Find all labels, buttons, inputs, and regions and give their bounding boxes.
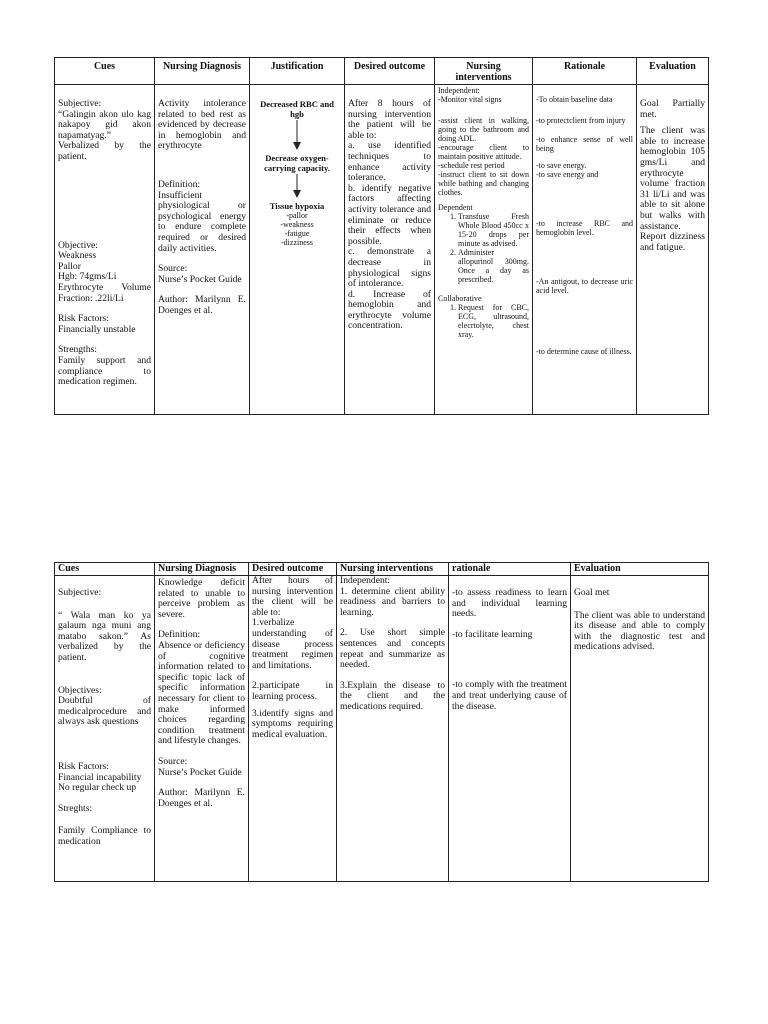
rationale-item: -to comply with the treatment and treat underlying cause of the disease.	[452, 679, 567, 712]
outcome-item: 3.identify signs and symptoms requiring medical evaluation.	[252, 707, 333, 740]
symptom-item: -fatigue	[284, 229, 310, 238]
header-evaluation: Evaluation	[637, 58, 709, 85]
independent-label: Independent:	[340, 575, 391, 586]
outcome-item: 2.participate in learning process.	[252, 680, 333, 702]
rationale-item: -An antigout, to decrease uric acid level.	[536, 277, 633, 295]
outcome-item: a. use identified techniques to enhance activity tolerance.	[348, 140, 431, 184]
author-text: Author: Marilynn E. Doenges et al.	[158, 787, 245, 809]
down-arrow-icon	[292, 120, 302, 150]
risk-factor-item: Financial incapability	[58, 771, 142, 783]
header-rationale: rationale	[449, 563, 571, 576]
diagnosis-cell	[155, 576, 249, 882]
justification-step-1: Decreased RBC and hgb	[260, 99, 334, 119]
justification-cell	[250, 85, 345, 415]
rationale-item: -to enhance sense of well being	[536, 135, 633, 153]
source-text: Nurse’s Pocket Guide	[158, 273, 242, 285]
dependent-item: 1. Transfuse Fresh Whole Blood 450cc x 15-20 drops per minute as advised.	[458, 212, 529, 248]
desired-outcome-cell	[249, 576, 337, 882]
definition-text: Absence or deficiency of cognitive information related to specific topic lack of specific information necessary for client to make informed choices regarding condition treatment and lifestyle changes.	[158, 639, 245, 747]
subjective-label: Subjective:	[58, 587, 102, 598]
outcome-intro: After 8 hours of nursing intervention the patient will be able to:	[348, 98, 431, 141]
outcome-item: d. Increase of hemoglobin and erythrocyte volume concentration.	[348, 288, 431, 332]
header-cues: Cues	[55, 58, 155, 85]
header-nursing-diagnosis: Nursing Diagnosis	[155, 563, 249, 576]
intervention-item: -encourage client to maintain positive attitude.	[438, 143, 529, 161]
dependent-list	[438, 212, 529, 284]
intervention-item: -assist client in walking, going to the bathroom and doing ADL.	[438, 116, 529, 143]
rationale-item: -to save energy.	[536, 161, 587, 170]
intervention-item: -schedule rest period	[438, 161, 505, 170]
header-nursing-interventions: Nursing interventions	[337, 563, 449, 576]
care-plan-table-activity-intolerance	[54, 57, 709, 415]
strengths-label: Strengths:	[58, 344, 97, 356]
cues-cell	[55, 85, 155, 415]
header-desired-outcome: Desired outcome	[249, 563, 337, 576]
diagnosis-statement: Knowledge deficit related to unable to perceive problem as severe.	[158, 577, 245, 620]
source-label: Source:	[158, 263, 188, 275]
independent-label: Independent:	[438, 86, 480, 95]
rationale-item: -to facilitate learning	[452, 628, 533, 640]
interventions-cell	[337, 576, 449, 882]
evaluation-status: Goal Partially met.	[640, 98, 705, 120]
outcome-item: 1.verbalize understanding of disease process treatment regimen and limitations.	[252, 617, 333, 671]
dependent-item: 2. Administer allopurinol 300mg. Once a day as prescribed.	[458, 248, 529, 284]
justification-step-2: Decrease oxygen-carrying capacity.	[264, 153, 330, 173]
diagnosis-cell	[155, 85, 250, 415]
outcome-item: b. identify negative factors affecting activity tolerance and eliminate or reduce their effects when possible.	[348, 182, 431, 247]
risk-factor-item: No regular check up	[58, 782, 137, 794]
table-row	[55, 576, 709, 882]
cues-cell	[55, 576, 155, 882]
evaluation-text: The client was able to understand its disease and able to comply with the diagnostic test and medications advised.	[574, 609, 705, 653]
dependent-label: Dependent	[438, 203, 473, 212]
source-label: Source:	[158, 755, 188, 767]
symptom-item: -dizziness	[281, 238, 313, 247]
outcome-item: c. demonstrate a decrease in physiological signs of intolerance.	[348, 246, 431, 290]
care-plan-table-knowledge-deficit	[54, 562, 709, 882]
rationale-cell	[449, 576, 571, 882]
subjective-quote: “ Wala man ko ya galaum nga muni ang matabo sakon.” As verbalized by the patient.	[58, 609, 151, 663]
author-text: Author: Marilynn E. Doenges et al.	[158, 294, 246, 316]
table-row	[55, 85, 709, 415]
strengths-text: Family support and compliance to medication regimen.	[58, 354, 151, 388]
definition-label: Definition:	[158, 178, 201, 190]
subjective-quote: “Galingin akon ulo kag nakapoy gid akon napamatyag.”	[58, 108, 151, 141]
justification-step-3: Tissue hypoxia	[269, 201, 325, 211]
symptom-item: -weakness	[280, 220, 314, 229]
evaluation-cell	[571, 576, 709, 882]
header-justification: Justification	[250, 58, 345, 85]
header-nursing-interventions: Nursing interventions	[435, 58, 533, 85]
evaluation-text: The client was able to increase hemoglobin 105 gms/Li and erythrocyte volume fraction 31 li/Li and was able to sit alone but walks with assistance. Report dizziness and fatigue.	[640, 125, 705, 253]
objective-item: Hgb: 74gms/Li	[58, 271, 117, 283]
collaborative-list	[438, 303, 529, 339]
header-cues: Cues	[55, 563, 155, 576]
objective-item: Pallor	[58, 260, 81, 272]
intervention-item: -instruct client to sit down while bathing and changing clothes.	[438, 170, 529, 197]
header-nursing-diagnosis: Nursing Diagnosis	[155, 58, 250, 85]
rationale-item: -To obtain baseline data	[536, 95, 613, 104]
source-text: Nurse’s Pocket Guide	[158, 766, 242, 778]
rationale-item: -to increase RBC and hemoglobin level.	[536, 219, 633, 237]
intervention-item: 2. Use short simple sentences and concepts repeat and summarize as needed.	[340, 627, 445, 671]
objective-item: Weakness	[58, 250, 97, 262]
strengths-label: Streghts:	[58, 802, 93, 814]
definition-label: Definition:	[158, 629, 201, 641]
down-arrow-icon	[292, 174, 302, 198]
desired-outcome-cell	[345, 85, 435, 415]
symptom-item: -pallor	[286, 211, 308, 220]
risk-factors-label: Risk Factors:	[58, 760, 109, 772]
strengths-text: Family Compliance to medication	[58, 825, 151, 847]
rationale-item: -to assess readiness to learn and individual learning needs.	[452, 587, 567, 620]
objective-item: Erythrocyte Volume Fraction: .22li/Li	[58, 281, 151, 304]
rationale-item: -to save energy and	[536, 170, 599, 179]
objectives-text: Doubtful of medicalprocedure and always ask questions	[58, 695, 151, 728]
subjective-source: Verbalized by the patient.	[58, 140, 151, 162]
outcome-intro: After hours of nursing intervention the client will be able to:	[252, 575, 333, 618]
risk-factor-item: Financially unstable	[58, 323, 136, 335]
table-header-row	[55, 58, 709, 85]
collaborative-item: 1. Request for CBC, ECG, ultrasound, elecrtolyte, chest xray.	[458, 303, 529, 339]
header-evaluation: Evaluation	[571, 563, 709, 576]
table-header-row	[55, 563, 709, 576]
intervention-item: -Monitor vital signs	[438, 95, 502, 104]
risk-factors-label: Risk Factors:	[58, 313, 109, 325]
header-rationale: Rationale	[533, 58, 637, 85]
evaluation-status: Goal met	[574, 587, 610, 598]
objectives-label: Objectives:	[58, 684, 102, 696]
rationale-item: -to protectclient from injury	[536, 116, 626, 125]
collaborative-label: Collaborative	[438, 294, 482, 303]
evaluation-cell	[637, 85, 709, 415]
objective-label: Objective:	[58, 239, 98, 251]
intervention-item: 1. determine client ability readiness and barriers to learning.	[340, 585, 445, 618]
definition-text: Insufficient physiological or psychological energy to endure complete required or desired daily activities.	[158, 189, 246, 254]
subjective-label: Subjective:	[58, 98, 102, 109]
header-desired-outcome: Desired outcome	[345, 58, 435, 85]
rationale-item: -to determine cause of illness.	[536, 347, 632, 356]
intervention-item: 3.Explain the disease to the client and the medications required.	[340, 679, 445, 712]
interventions-cell	[435, 85, 533, 415]
diagnosis-statement: Activity intolerance related to bed rest as evidenced by decrease in hemoglobin and erythrocyte	[158, 98, 246, 152]
rationale-cell	[533, 85, 637, 415]
